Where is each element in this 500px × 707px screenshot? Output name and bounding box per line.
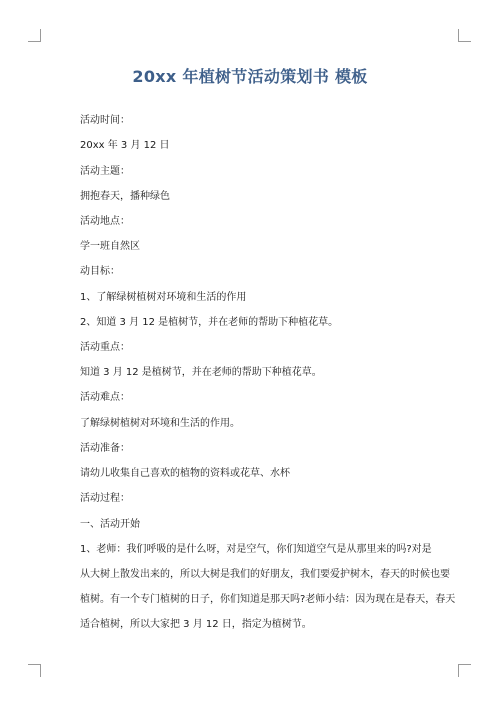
text-line: 知道 3 月 12 是植树节，并在老师的帮助下种植花草。 (80, 367, 322, 378)
crop-mark-bottom-right (458, 664, 471, 677)
text-line: 活动过程： (80, 493, 130, 504)
paragraph-line: 从大树上散发出来的，所以大树是我们的好朋友，我们要爱护树木，春天的时候也要 (80, 569, 450, 580)
text-line: 请幼儿收集自己喜欢的植物的资料或花草、水杯 (80, 468, 290, 479)
text-line: 活动准备： (80, 443, 130, 454)
crop-mark-bottom-left (28, 664, 41, 677)
text-line: 活动难点： (80, 392, 130, 403)
paragraph-line: 植树。有一个专门植树的日子，你们知道是那天吗?老师小结：因为现在是春天，春天 (80, 594, 456, 605)
text-line: 2、知道 3 月 12 是植树节，并在老师的帮助下种植花草。 (80, 317, 339, 328)
text-line: 学一班自然区 (80, 241, 140, 252)
crop-mark-top-left (28, 29, 41, 42)
text-line: 活动时间： (80, 115, 130, 126)
text-line: 20xx 年 3 月 12 日 (80, 140, 170, 151)
text-line: 动目标： (80, 266, 120, 277)
text-line: 活动地点： (80, 216, 130, 227)
text-line: 一、活动开始 (80, 519, 140, 530)
paragraph-line: 1、老师：我们呼吸的是什么呀，对是空气，你们知道空气是从那里来的吗?对是 (80, 544, 432, 555)
text-line: 拥抱春天，播种绿色 (80, 191, 170, 202)
paragraph-line: 适合植树，所以大家把 3 月 12 日，指定为植树节。 (80, 619, 312, 630)
body-paragraph (80, 543, 456, 632)
document-title: 20xx 年植树节活动策划书 模板 (132, 67, 368, 86)
text-line: 了解绿树植树对环境和生活的作用。 (80, 418, 240, 429)
text-line: 活动重点： (80, 342, 130, 353)
text-line: 1、了解绿树植树对环境和生活的作用 (80, 292, 247, 303)
crop-mark-top-right (458, 29, 471, 42)
text-line: 活动主题： (80, 166, 130, 177)
